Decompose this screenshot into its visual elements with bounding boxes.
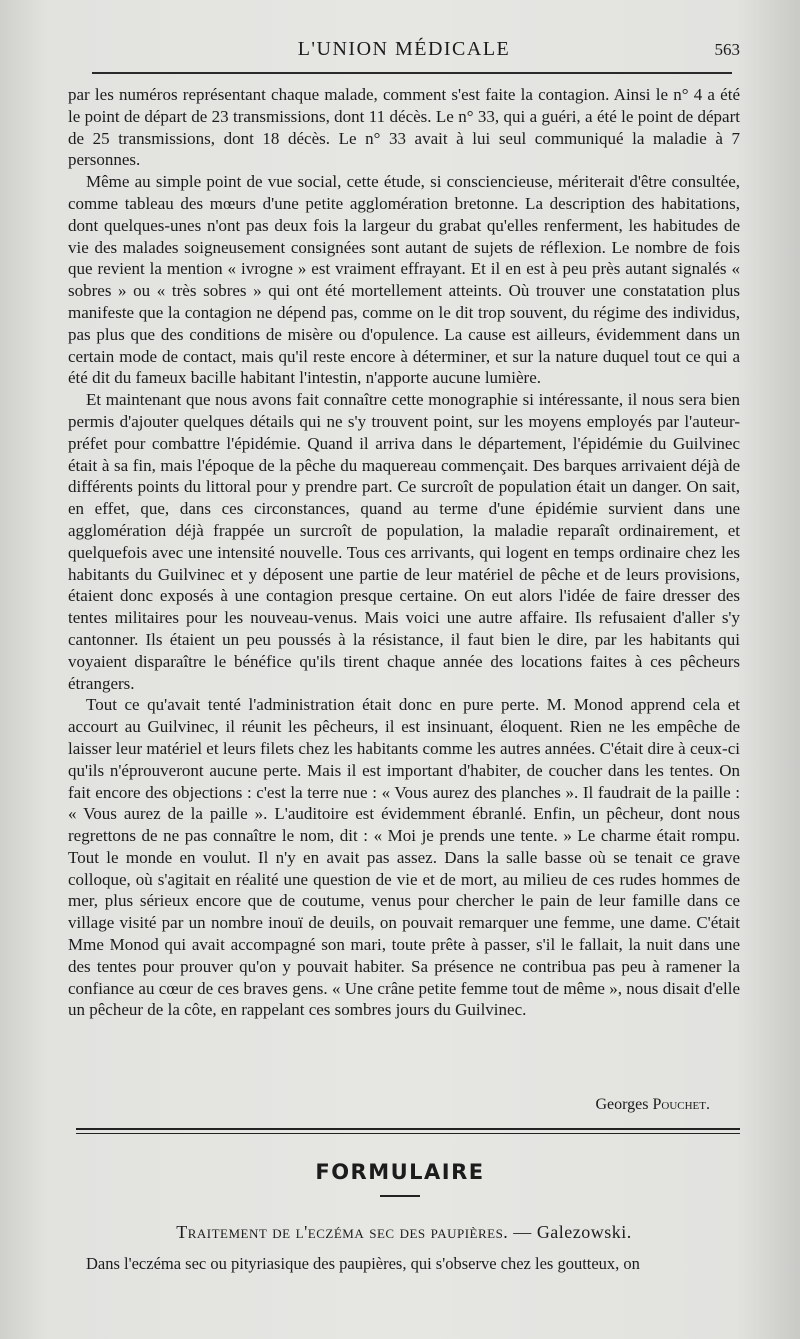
section-divider-thin [76,1133,740,1134]
paragraph: Et maintenant que nous avons fait connaître cette monographie si intéressante, il nous sera bien permis d'ajouter quelques détails qui ne s'y trouvent point, sur les moyens employés par l'auteur-préfet pour combattre l'épidémie. Quand il arriva dans le département, l'épidémie du Guilvinec était à sa fin, mais l'époque de la pêche du maquereau commençait. Des barques arrivaient déjà de différents points du littoral pour y prendre part. Ce surcroît de population était un danger. On sait, en effet, que, dans ces circonstances, quand au terme d'une épidémie survient dans une agglomération déjà frappée un surcroît de population, la maladie reparaît ordinairement, et quelquefois avec une intensité nouvelle. Tous ces arrivants, qui logent en temps ordinaire chez les habitants du Guilvinec et y déposent une partie de leur matériel de pêche et de leurs provisions, étaient donc exposés à une contagion presque certaine. On eut alors l'idée de faire dresser des tentes militaires pour les nouveau-venus. Mais voici une autre affaire. Ils refusaient d'aller s'y cantonner. Ils étaient un peu poussés à la résistance, il faut bien le dire, par les habitants qui voyaient disparaître le bénéfice qu'ils tirent chaque année des locations faites à ces pêcheurs étrangers. [68,390,740,693]
running-title: L'UNION MÉDICALE [297,38,511,60]
signature-first-name: Georges [595,1096,653,1113]
formula-author: Galezowski. [536,1222,632,1242]
section-title-underline [380,1195,420,1197]
formula-title-text: Traitement de l'eczéma sec des paupières. — [176,1222,537,1242]
paragraph: Même au simple point de vue social, cette étude, si consciencieuse, mériterait d'être consultée, comme tableau des mœurs d'une petite agglomération bretonne. La description des habitations, dont quelques-unes n'ont pas deux fois la largeur du grabat qu'elles renferment, les habitudes de vie des malades soigneusement consignées sont autant de sujets de réflexion. Le nombre de fois que revient la mention « ivrogne » est vraiment effrayant. Et il en est à peu près autant signalés « sobres » ou « très sobres » qui ont été mortellement atteints. Où trouver une constatation plus manifeste que la contagion ne dépend pas, comme on le dit trop souvent, du régime des individus, pas plus que des conditions de misère ou d'opulence. La cause est ailleurs, évidemment dans un certain mode de contact, mais qu'il reste encore à déterminer, et sur la nature duquel tout ce qui a été dit du fameux bacille habitant l'intestin, n'apporte aucune lumière. [68,172,740,388]
page-header [68,38,740,68]
paragraph: par les numéros représentant chaque malade, comment s'est faite la contagion. Ainsi le n° 4 a été le point de départ de 23 transmissions, dont 11 décès. Le n° 33, qui a guéri, a été le point de départ de 25 transmissions, dont 18 décès. Le n° 33 avait à lui seul communiqué la maladie à 7 personnes. [68,85,740,170]
signature-last-name: Pouchet. [652,1096,710,1113]
paragraph: Tout ce qu'avait tenté l'administration était donc en pure perte. M. Monod apprend cela et accourt au Guilvinec, il réunit les pêcheurs, il est insinuant, éloquent. Rien ne les empêche de laisser leur matériel et leurs filets chez les habitants comme les autres années. C'était dire à ceux-ci qu'ils n'éprouveront aucune perte. Mais il est important d'habiter, de coucher dans les tentes. On fait encore des objections : c'est la terre nue : « Vous aurez des planches ». Il faudrait de la paille : « Vous aurez de la paille ». L'auditoire est évidemment ébranlé. Enfin, un pêcheur, dont nous regrettons de ne pas connaître le nom, dit : « Moi je prends une tente. » Le charme était rompu. Tout le monde en voulut. Il n'y en avait pas assez. Dans la salle basse où se tenait ce grave colloque, où s'agitait en réalité une question de vie et de mort, au milieu de ces rudes hommes de mer, plus sérieux encore que de coutume, venus pour chercher le pain de leur famille dans ce village visité par un nombre inouï de deuils, on pouvait remarquer une femme, une dame. C'était Mme Monod qui avait accompagné son mari, toute prête à passer, s'il le fallait, la nuit dans une des tentes pour prouver qu'on y pouvait habiter. Sa présence ne contribua pas peu à ramener la confiance au cœur de ces braves gens. « Une crâne petite femme tout de même », nous disait d'elle un pêcheur de la côte, en rappelant ces sombres jours du Guilvinec. [68,695,740,1020]
header-rule [92,72,732,74]
formula-first-line: Dans l'eczéma sec ou pityriasique des paupières, qui s'observe chez les goutteux, on [86,1254,640,1273]
author-signature [68,1096,710,1114]
article-body [68,84,740,1021]
section-title: FORMULAIRE [315,1160,485,1184]
formula-title [68,1222,740,1243]
section-divider-thick [76,1128,740,1130]
page-number: 563 [714,40,740,59]
